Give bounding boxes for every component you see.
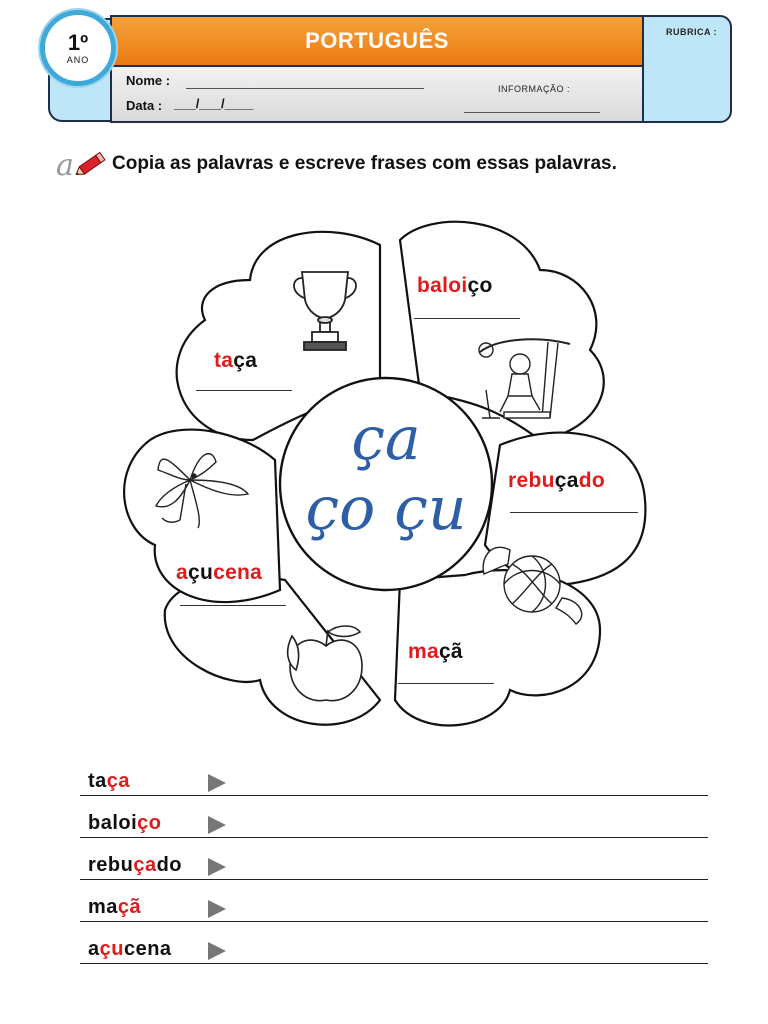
header-fields [112, 67, 642, 121]
word-segment: çu [99, 938, 124, 960]
word-segment: ça [133, 854, 157, 876]
word-segment: rebu [508, 469, 555, 492]
syllables-co-cu: ço çu [305, 474, 467, 544]
word-segment: do [578, 469, 605, 492]
word-segment: cena [213, 561, 263, 584]
word-segment: çu [187, 561, 214, 584]
list-word [88, 812, 162, 835]
list-row-baloico [80, 808, 708, 838]
petal-writing-line-baloico[interactable] [414, 318, 520, 319]
list-word [88, 896, 141, 919]
center-syllables [282, 398, 490, 568]
word-segment: çã [438, 640, 463, 663]
info-field[interactable] [464, 112, 600, 113]
subject-title: PORTUGUÊS [305, 28, 449, 53]
word-segment: ça [233, 349, 258, 372]
list-word [88, 770, 130, 793]
word-segment: ço [467, 274, 493, 297]
grade-number: 1º [67, 29, 89, 55]
list-word [88, 854, 182, 877]
petal-writing-line-rebucado[interactable] [510, 512, 638, 513]
word-segment: çã [117, 896, 142, 918]
word-segment: ça [554, 469, 579, 492]
word-segment: ma [88, 896, 118, 918]
header-title-bar [112, 17, 642, 67]
header-main [110, 15, 644, 123]
name-label: Nome : [126, 73, 171, 88]
date-field[interactable]: ___/___/____ [174, 96, 254, 111]
date-label: Data : [126, 98, 163, 113]
name-field[interactable] [186, 88, 424, 89]
word-segment: cena [123, 938, 172, 960]
arrow-right-icon [208, 858, 226, 876]
arrow-right-icon [208, 816, 226, 834]
instruction-text: Copia as palavras e escreve frases com essas palavras. [112, 153, 617, 174]
word-segment: do [156, 854, 183, 876]
rubric-label: RUBRICA : [666, 27, 718, 37]
sentence-writing-line[interactable] [80, 879, 708, 880]
word-segment: baloi [88, 812, 138, 834]
word-segment: ço [137, 812, 162, 834]
list-row-acucena [80, 934, 708, 964]
word-segment: ma [408, 640, 439, 663]
petal-word-acucena [176, 561, 262, 585]
sentence-writing-line[interactable] [80, 921, 708, 922]
list-word [88, 938, 172, 961]
list-row-taca [80, 766, 708, 796]
petal-word-maca [408, 640, 463, 664]
svg-text:a: a [56, 148, 74, 181]
word-segment: a [176, 561, 188, 584]
sentence-writing-line[interactable] [80, 837, 708, 838]
petal-writing-line-acucena[interactable] [180, 605, 286, 606]
arrow-right-icon [208, 942, 226, 960]
info-label: INFORMAÇÃO : [498, 84, 571, 94]
syllable-ca: ça [351, 404, 421, 474]
grade-label: ANO [66, 54, 90, 65]
arrow-right-icon [208, 900, 226, 918]
petal-rebucado [485, 433, 645, 585]
petal-writing-line-maca[interactable] [398, 683, 494, 684]
petal-word-taca [214, 349, 257, 373]
list-row-maca [80, 892, 708, 922]
list-row-rebucado [80, 850, 708, 880]
arrow-right-icon [208, 774, 226, 792]
word-segment: ça [106, 770, 131, 792]
word-segment: ta [214, 349, 234, 372]
word-segment: a [88, 938, 100, 960]
word-segment: baloi [417, 274, 468, 297]
word-segment: ta [88, 770, 107, 792]
petal-writing-line-taca[interactable] [196, 390, 292, 391]
sentence-writing-line[interactable] [80, 963, 708, 964]
petal-word-baloico [417, 274, 493, 298]
word-segment: rebu [88, 854, 134, 876]
sentence-writing-line[interactable] [80, 795, 708, 796]
grade-badge [40, 10, 116, 86]
petal-word-rebucado [508, 469, 605, 493]
